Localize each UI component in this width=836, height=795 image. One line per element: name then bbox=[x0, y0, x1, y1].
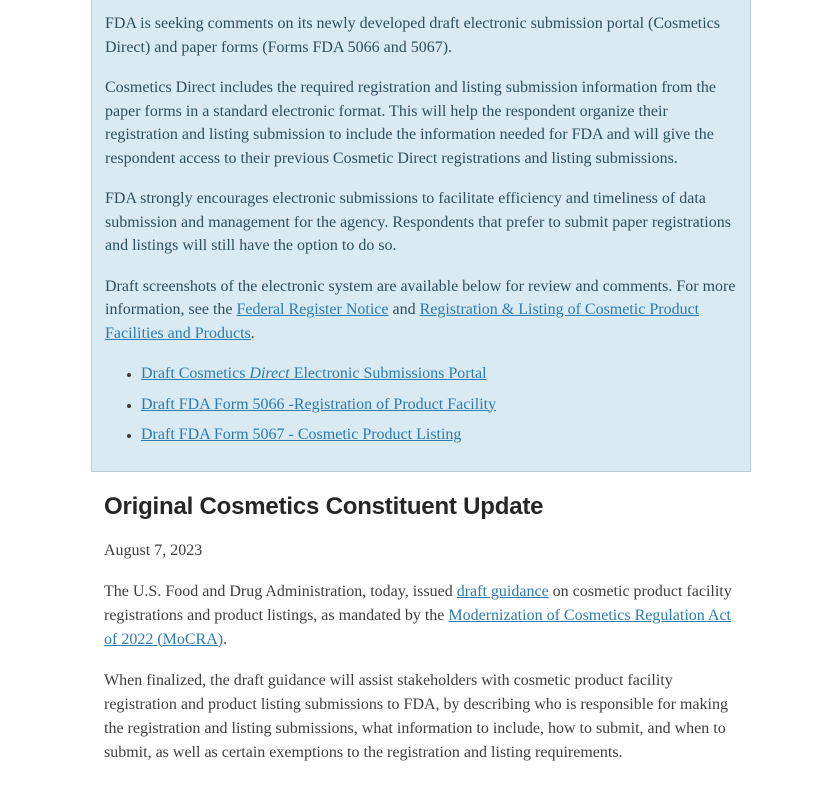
paragraph-text: on cosmetic product facility registrations and product listings, as mandated by the bbox=[104, 582, 732, 624]
callout-link-list bbox=[127, 362, 736, 447]
list-item bbox=[141, 423, 736, 447]
registration-listing-link[interactable]: Registration & Listing of Cosmetic Product Facilities and Products bbox=[105, 301, 700, 342]
callout-paragraph-3: FDA strongly encourages electronic submissions to facilitate efficiency and timeliness of data submission and management for the agency. Respondents that prefer to submit paper registrations and listings will still have the option to do so. bbox=[105, 190, 731, 254]
list-item bbox=[141, 362, 736, 386]
link-text: Draft Cosmetics bbox=[141, 365, 250, 382]
link-text: Electronic Submissions Portal bbox=[289, 365, 487, 382]
link-text-italic: Direct bbox=[249, 365, 290, 382]
callout-paragraph-2: Cosmetics Direct includes the required registration and listing submission information from the paper forms in a standard electronic format. This will help the respondent organize their registration and listing submission to include the information needed for FDA and will give the respondent access to their previous Cosmetic Direct registrations and listing submissions. bbox=[105, 79, 716, 167]
article-heading: Original Cosmetics Constituent Update bbox=[104, 492, 544, 520]
article-paragraph-1 bbox=[104, 580, 734, 652]
list-item bbox=[141, 393, 736, 417]
paragraph-text: . bbox=[250, 324, 255, 342]
paragraph-text: . bbox=[223, 630, 228, 648]
article-section bbox=[104, 493, 734, 765]
draft-fda-form-5066-link[interactable]: Draft FDA Form 5066 -Registration of Product Facility bbox=[141, 395, 497, 413]
article-paragraph-2: When finalized, the draft guidance will assist stakeholders with cosmetic product facility registration and product listing submissions to FDA, by describing who is responsible for making the registration and listing submissions, what information to include, how to submit, and when to submit, as well as certain exemptions to the registration and listing requirements. bbox=[104, 671, 728, 761]
callout-paragraph-1: FDA is seeking comments on its newly developed draft electronic submission portal (Cosmetics Direct) and paper forms (Forms FDA 5066 and 5067). bbox=[105, 15, 721, 56]
draft-guidance-link[interactable]: draft guidance bbox=[456, 582, 549, 600]
page-content bbox=[104, 0, 734, 765]
callout-box bbox=[91, 0, 751, 472]
paragraph-text: The U.S. Food and Drug Administration, today, issued bbox=[104, 582, 457, 600]
federal-register-notice-link[interactable]: Federal Register Notice bbox=[236, 301, 389, 318]
draft-fda-form-5067-link[interactable]: Draft FDA Form 5067 - Cosmetic Product Listing bbox=[141, 426, 462, 443]
paragraph-text: Draft screenshots of the electronic system are available below for review and comments. For more information, see the bbox=[105, 277, 736, 318]
draft-cosmetics-direct-portal-link[interactable] bbox=[141, 365, 487, 382]
article-date: August 7, 2023 bbox=[104, 541, 203, 559]
callout-paragraph-4 bbox=[105, 275, 736, 346]
paragraph-text: and bbox=[388, 301, 420, 318]
mocra-link[interactable]: Modernization of Cosmetics Regulation Act of 2022 (MoCRA) bbox=[104, 606, 731, 648]
